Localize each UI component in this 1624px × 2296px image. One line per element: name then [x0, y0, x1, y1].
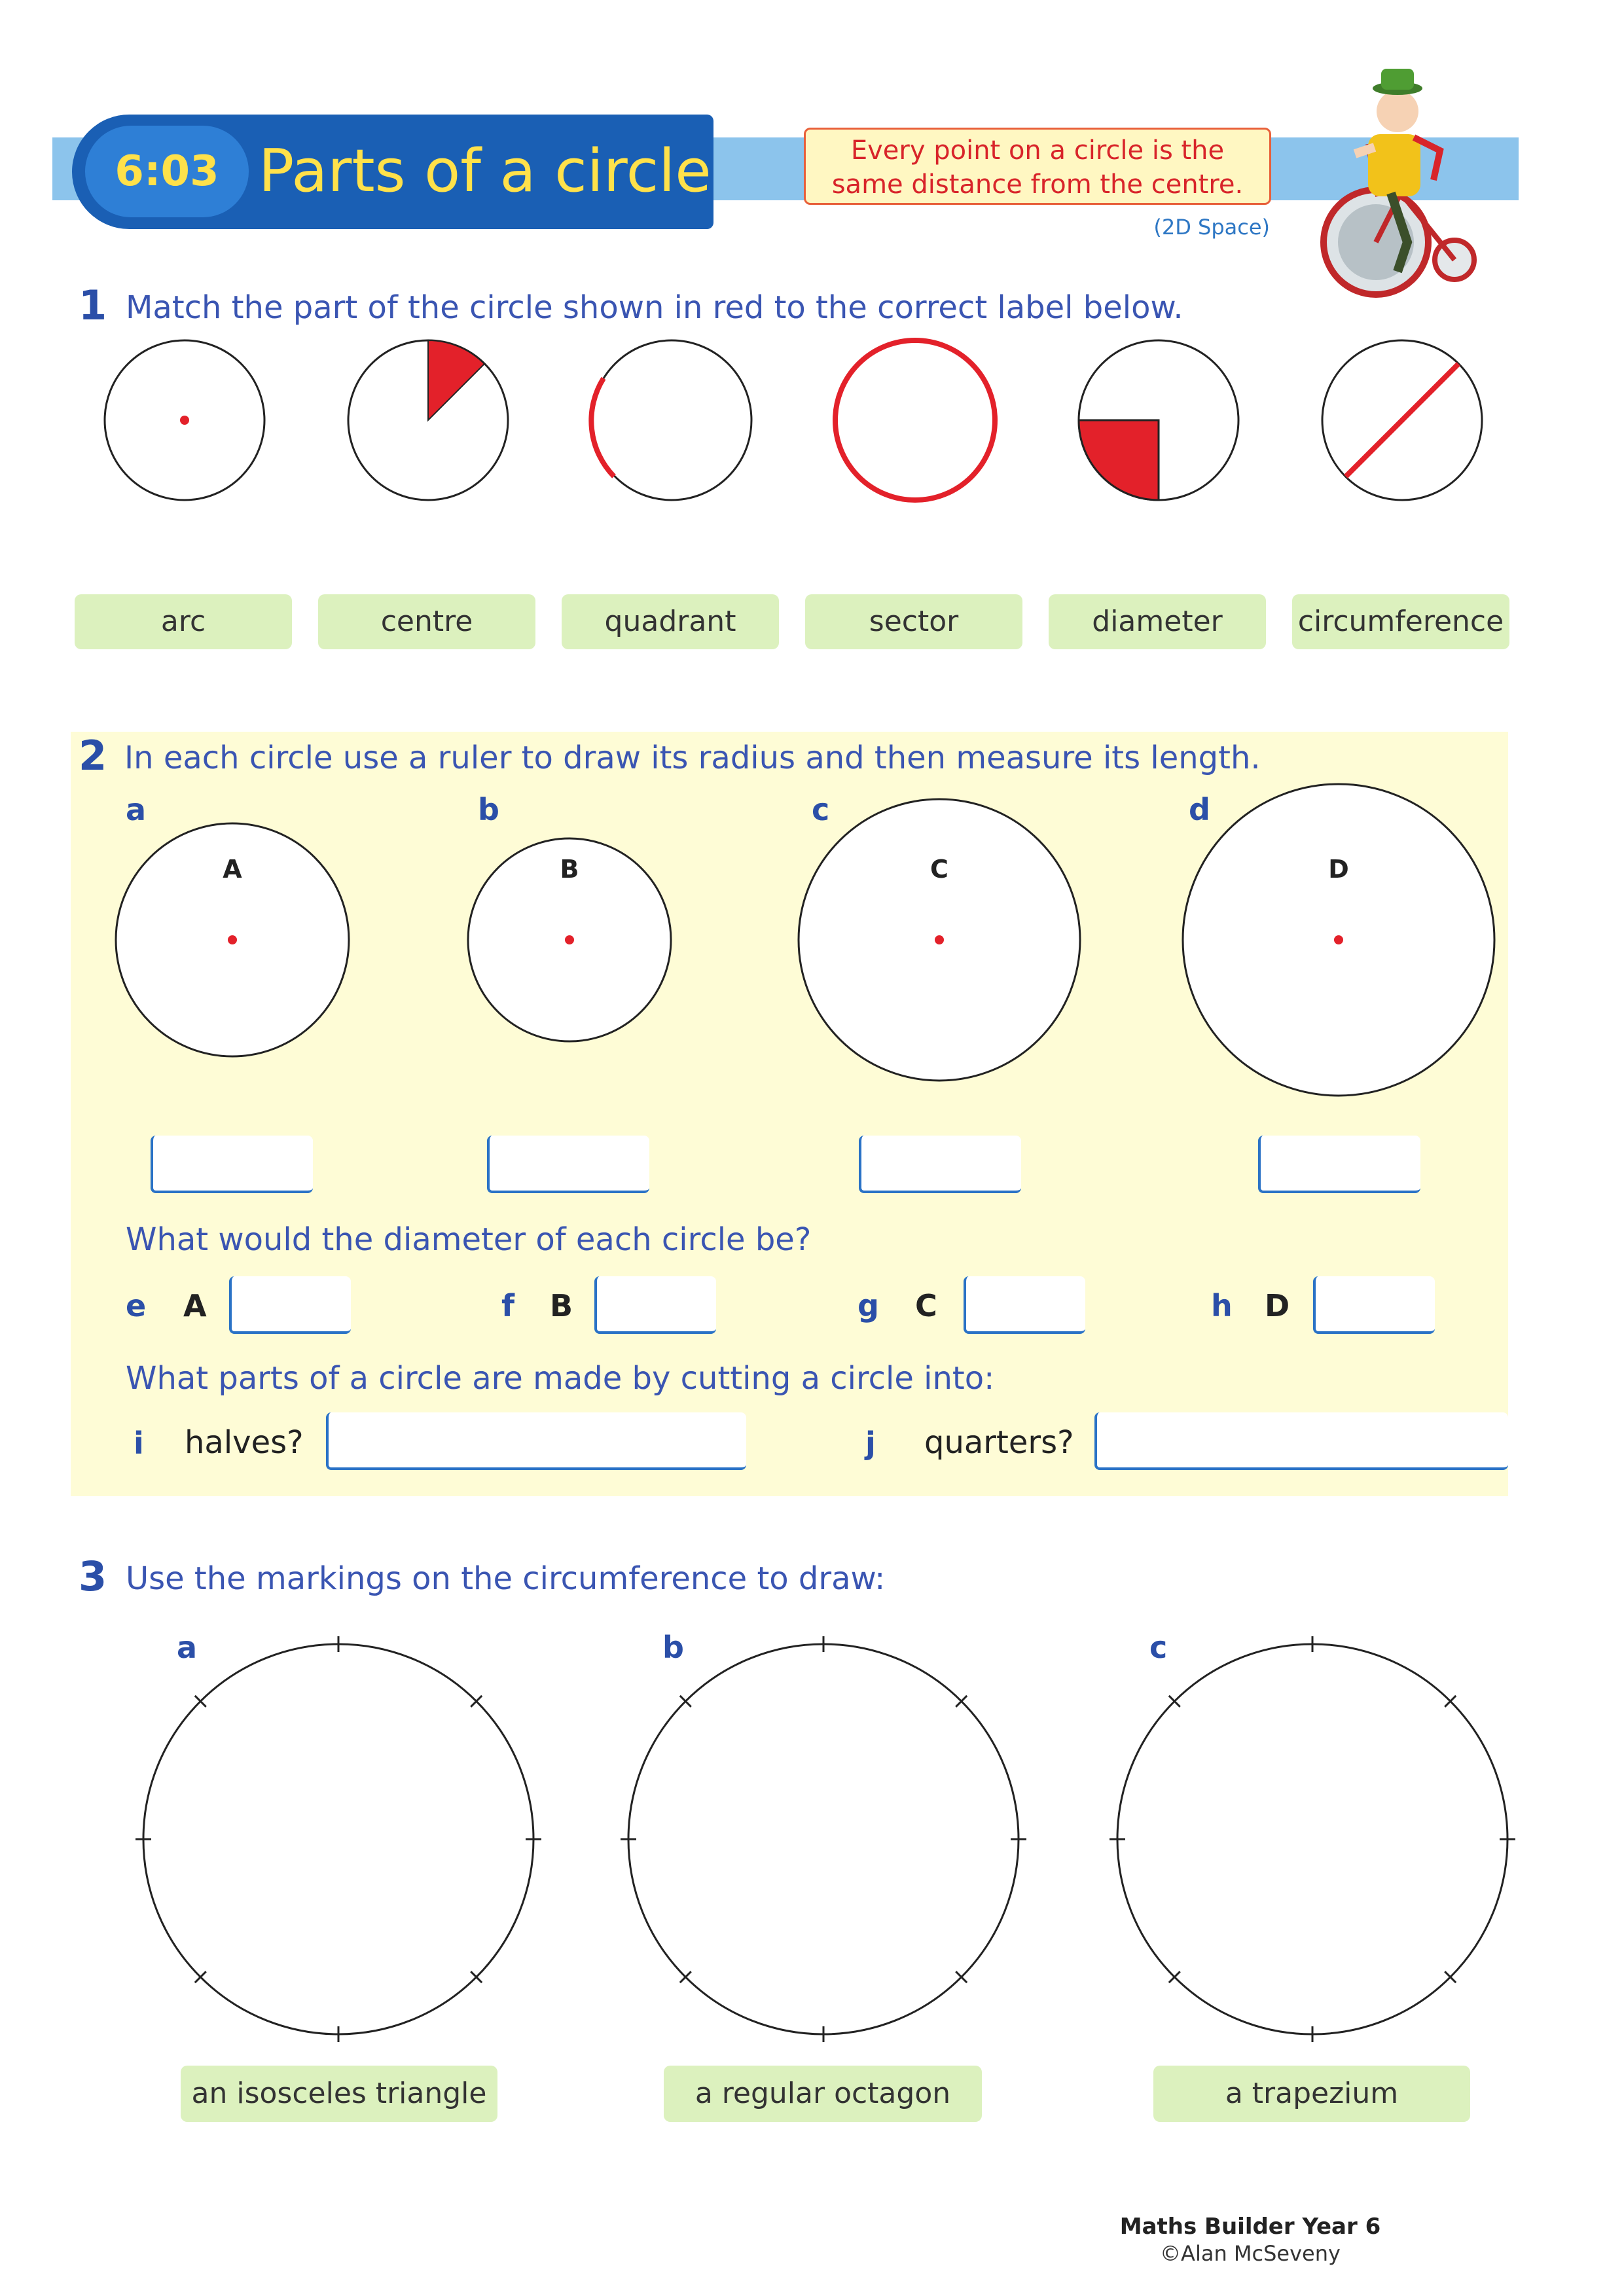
strand-label: (2D Space): [1153, 215, 1270, 240]
diameter-label-a: A: [183, 1288, 207, 1323]
q3-label-isosceles-triangle: an isosceles triangle: [181, 2066, 497, 2122]
q2-letter-e: e: [126, 1288, 147, 1323]
label-circumference[interactable]: circumference: [1292, 594, 1509, 649]
quarters-label: quarters?: [924, 1424, 1074, 1461]
q2-letter-b: b: [478, 792, 499, 827]
q2-letter-c: c: [812, 792, 830, 827]
tip-line-1: Every point on a circle is the: [850, 135, 1225, 166]
q2-letter-i: i: [134, 1426, 144, 1461]
q3-letter-c: c: [1149, 1630, 1168, 1665]
q2-letter-g: g: [857, 1288, 879, 1323]
question-2-text: In each circle use a ruler to draw its radius and then measure its length.: [124, 740, 1261, 776]
tip-line-2: same distance from the centre.: [831, 170, 1244, 200]
lesson-number: 6:03: [115, 147, 219, 196]
q2-letter-d: d: [1189, 792, 1210, 827]
label-sector[interactable]: sector: [805, 594, 1022, 649]
question-2-number: 2: [79, 732, 107, 780]
label-diameter[interactable]: diameter: [1049, 594, 1266, 649]
circle-label-c: C: [930, 855, 948, 884]
q3-label-regular-octagon: a regular octagon: [664, 2066, 982, 2122]
page-title: Parts of a circle: [259, 137, 712, 206]
halves-label: halves?: [185, 1424, 304, 1461]
diameter-label-b: B: [550, 1288, 573, 1323]
circle-label-d: D: [1328, 855, 1349, 884]
q3-letter-a: a: [177, 1630, 198, 1665]
diameter-question: What would the diameter of each circle be?: [126, 1221, 812, 1258]
label-quadrant[interactable]: quadrant: [562, 594, 779, 649]
circle-label-b: B: [560, 855, 579, 884]
footer-book-title: Maths Builder Year 6: [1119, 2214, 1381, 2240]
diameter-label-d: D: [1265, 1288, 1290, 1323]
question-1-text: Match the part of the circle shown in red to the correct label below.: [126, 289, 1183, 326]
q3-letter-b: b: [662, 1630, 684, 1665]
q2-letter-j: j: [865, 1426, 876, 1461]
diameter-label-c: C: [915, 1288, 937, 1323]
q3-label-trapezium: a trapezium: [1153, 2066, 1470, 2122]
footer-copyright: ©Alan McSeveny: [1160, 2241, 1341, 2266]
question-3-text: Use the markings on the circumference to draw:: [126, 1560, 886, 1597]
q3-circles-group: [135, 1636, 1515, 2042]
question-3-number: 3: [79, 1552, 107, 1600]
q2-letter-f: f: [501, 1288, 515, 1323]
label-centre[interactable]: centre: [318, 594, 535, 649]
label-arc[interactable]: arc: [75, 594, 292, 649]
q2-letter-a: a: [126, 792, 147, 827]
q2-letter-h: h: [1211, 1288, 1233, 1323]
cut-question: What parts of a circle are made by cutting a circle into:: [126, 1360, 995, 1397]
circle-label-a: A: [223, 855, 242, 884]
question-1-number: 1: [79, 281, 107, 329]
